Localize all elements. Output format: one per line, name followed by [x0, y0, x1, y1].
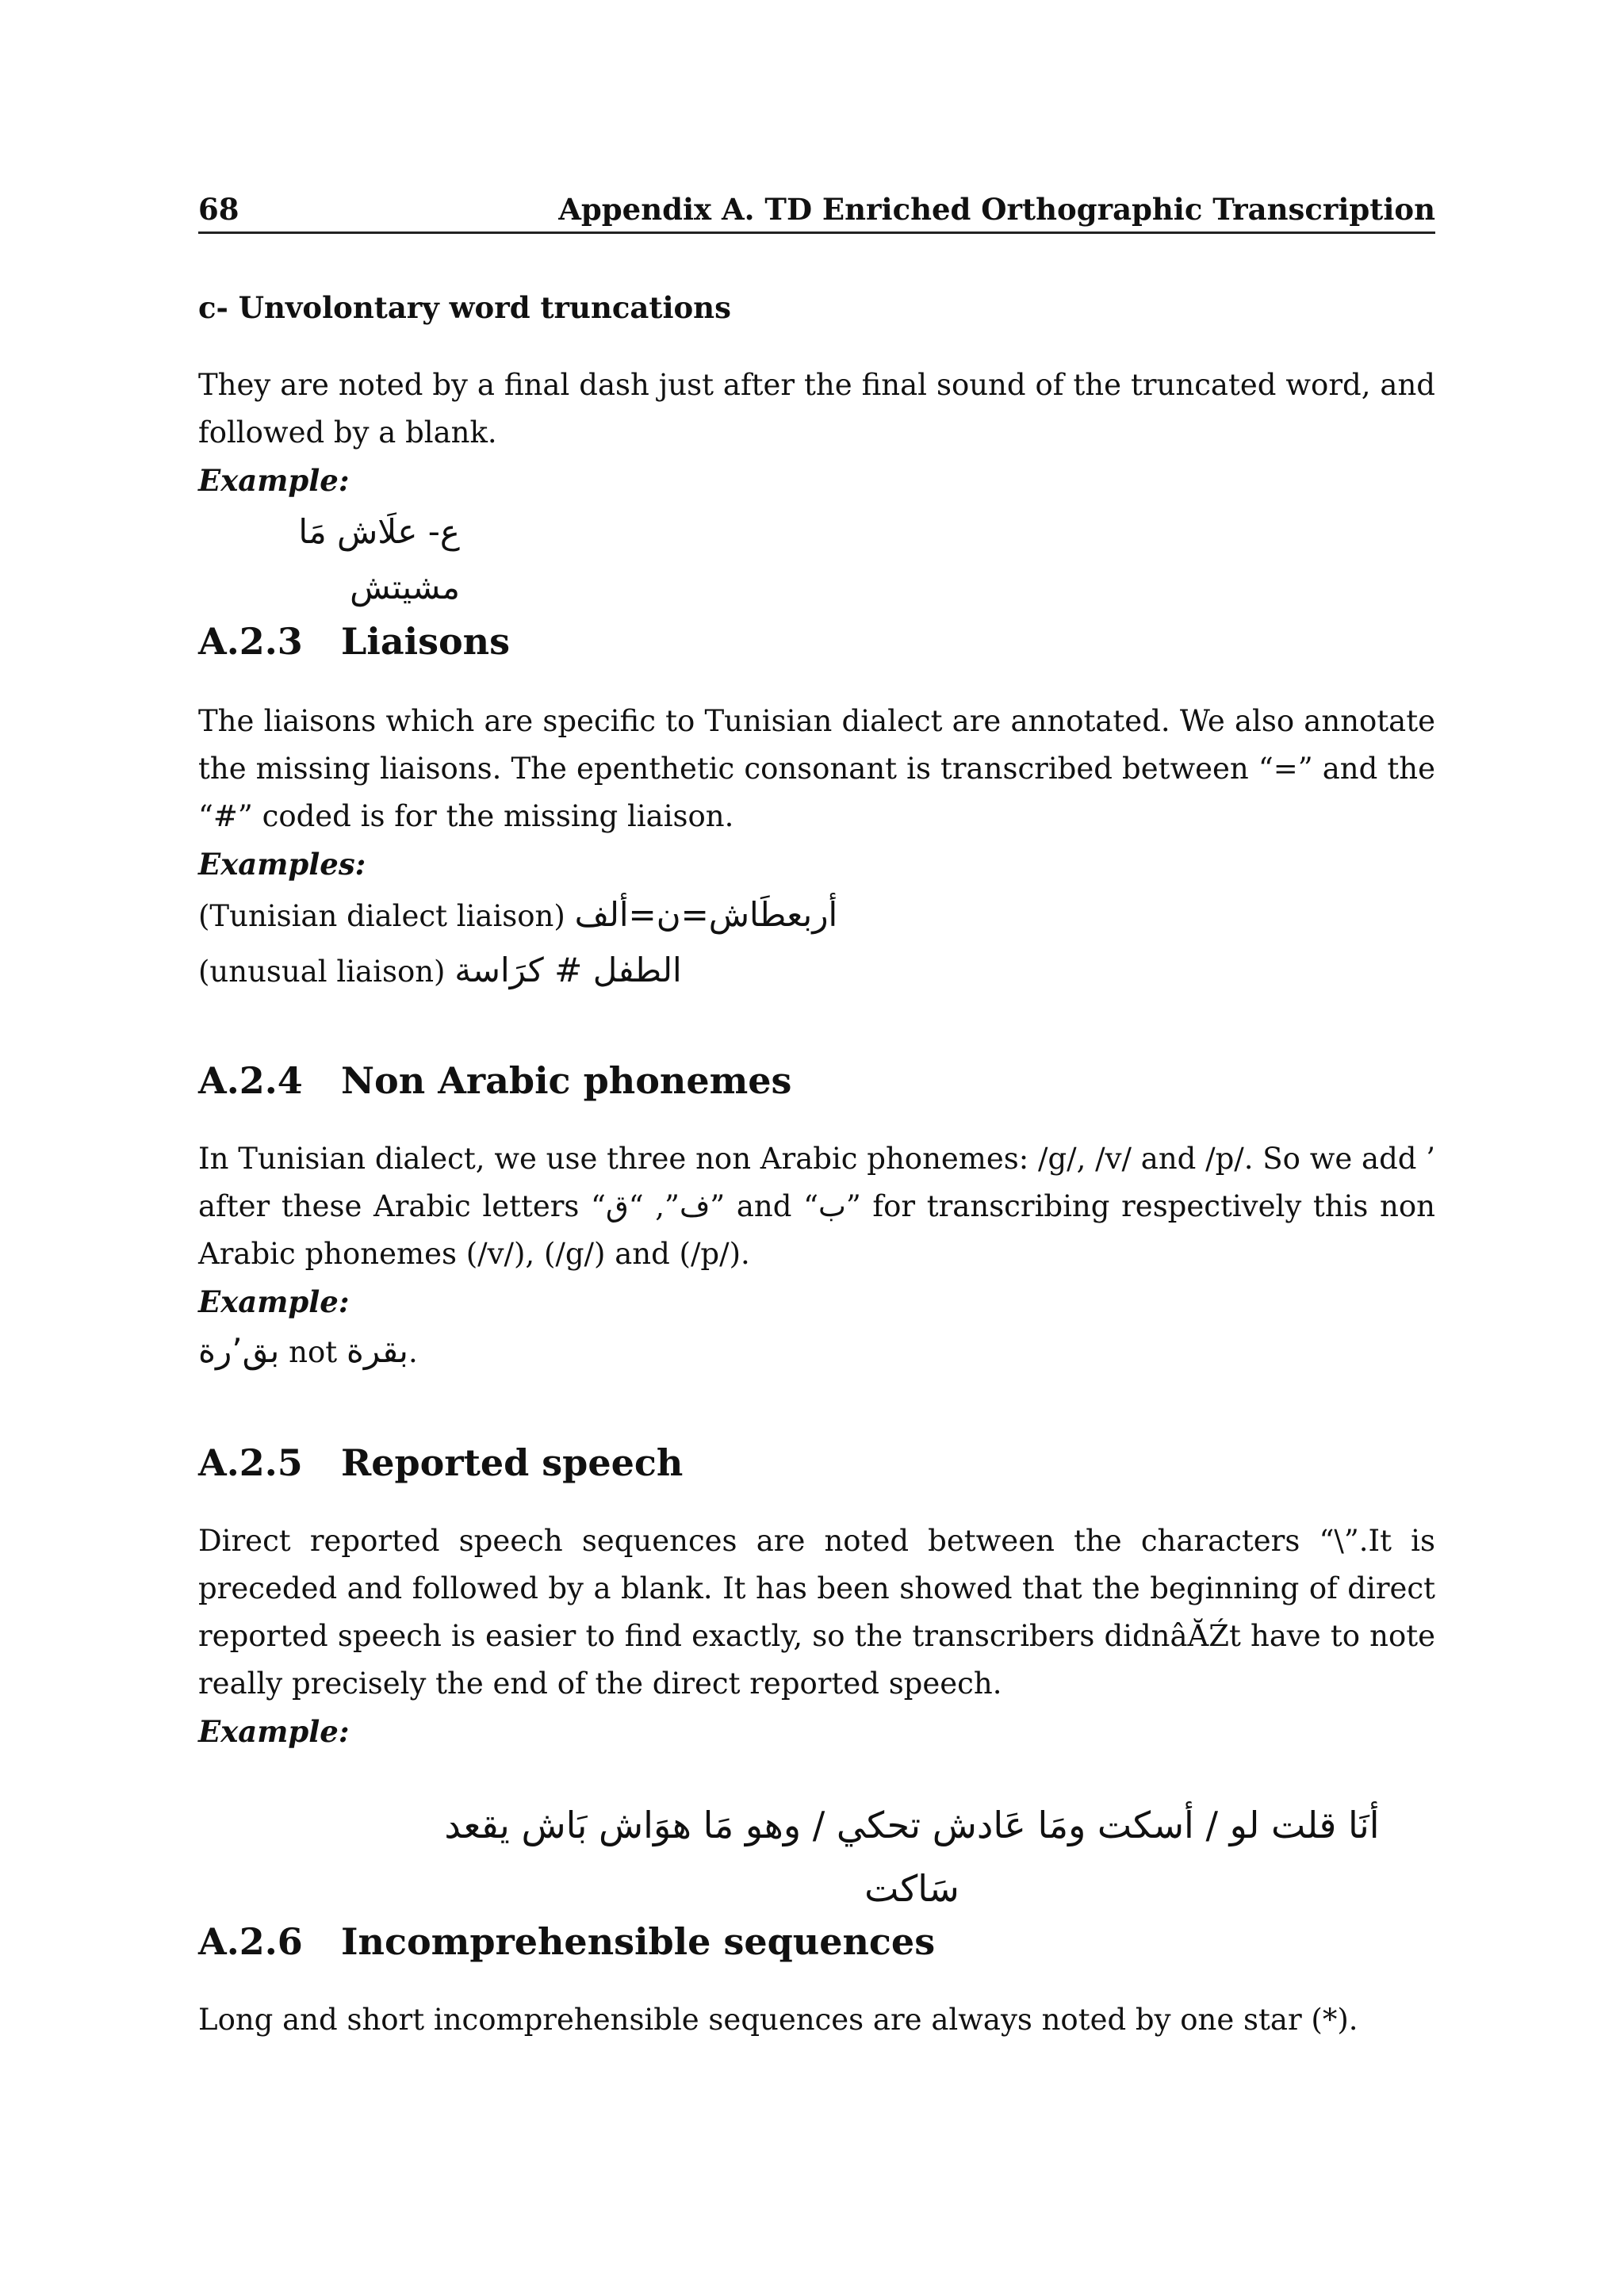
- section-number: A.2.5: [198, 1441, 303, 1484]
- phonemes-separator-2: ” and “: [710, 1189, 819, 1223]
- arabic-letter-fa: ف: [679, 1189, 710, 1223]
- truncations-example-arabic: ع- علَاش مَا مشيتش: [298, 512, 460, 607]
- section-title: Liaisons: [341, 620, 511, 663]
- section-title: Incomprehensible sequences: [341, 1920, 936, 1963]
- liaisons-body: The liaisons which are specific to Tunisian dialect are annotated. We also annotate the missing liaisons. The epenthetic consonant is transcribed between “=” and the “#” coded is for the missing liaison.: [198, 704, 1435, 833]
- section-number: A.2.6: [198, 1920, 303, 1963]
- running-header: [198, 192, 1435, 234]
- incomprehensible-heading: [198, 1920, 1435, 1963]
- liaison-example-2-label: (unusual liaison): [198, 955, 446, 989]
- running-title: Appendix A. TD Enriched Orthographic Transcription: [558, 192, 1435, 227]
- phonemes-body-part-2: ” for transcribing respectively this non Arabic phonemes (/v/), (/g/) and (/p/).: [198, 1189, 1435, 1271]
- phonemes-content: [198, 1135, 1435, 1378]
- phonemes-heading: [198, 1059, 1435, 1102]
- phonemes-example-label: Example:: [198, 1284, 350, 1319]
- speech-heading: [198, 1441, 1435, 1484]
- section-number: A.2.3: [198, 620, 303, 663]
- speech-example: [428, 1793, 1396, 1920]
- incomprehensible-body: Long and short incomprehensible sequences are always noted by one star (*).: [198, 2003, 1358, 2037]
- phonemes-example-period: .: [408, 1335, 418, 1369]
- truncations-section: [198, 290, 1435, 325]
- section-title: Reported speech: [341, 1441, 684, 1484]
- liaisons-examples-label: Examples:: [198, 847, 366, 882]
- section-title: Non Arabic phonemes: [341, 1059, 792, 1102]
- arabic-letter-qaf: ق: [605, 1189, 629, 1223]
- arabic-letter-ba: ب: [818, 1189, 846, 1223]
- incomprehensible-content: [198, 1996, 1435, 2044]
- phonemes-example-not: not: [279, 1335, 347, 1369]
- truncations-content: [198, 362, 1435, 615]
- speech-example-arabic: أنَا قلت لو / أسكت ومَا عَادش تحكي / وهو مَا هوَاش بَاش يقعد سَاكت: [444, 1804, 1380, 1910]
- liaison-example-1-label: (Tunisian dialect liaison): [198, 899, 565, 933]
- page-number: 68: [198, 192, 239, 227]
- liaisons-heading: [198, 620, 1435, 663]
- speech-content: [198, 1517, 1435, 1755]
- phonemes-example: [198, 1326, 1435, 1378]
- liaison-example-2: [198, 943, 1435, 999]
- truncations-example-label: Example:: [198, 463, 350, 498]
- speech-example-label: Example:: [198, 1714, 350, 1749]
- phonemes-example-arabic-2: بقرة: [346, 1331, 408, 1370]
- section-number: A.2.4: [198, 1059, 303, 1102]
- truncations-body: They are noted by a final dash just after the final sound of the truncated word, and followed by a blank.: [198, 368, 1435, 450]
- phonemes-body-part-1: In Tunisian dialect, we use three non Arabic phonemes: /g/, /v/ and /p/. So we add ’ after these Arabic letters “: [198, 1142, 1435, 1223]
- truncations-heading: c- Unvolontary word truncations: [198, 290, 731, 325]
- liaison-example-1-arabic: أربعطَاش=ن=ألف: [574, 895, 838, 934]
- speech-body: Direct reported speech sequences are noted between the characters “\”.It is preceded and followed by a blank. It has been showed that the beginning of direct reported speech is easier to find exactly, so the transcribers didnâĂŹt have to note really precisely the end of the direct reported speech.: [198, 1524, 1435, 1701]
- liaison-example-2-arabic: الطفل # كرَاسة: [454, 951, 682, 989]
- phonemes-separator-1: ”, “: [628, 1189, 680, 1223]
- liaison-example-1: [198, 888, 1435, 943]
- liaisons-content: [198, 698, 1435, 999]
- phonemes-example-arabic-1: بق’رة: [198, 1331, 280, 1370]
- phonemes-body: [198, 1135, 1435, 1278]
